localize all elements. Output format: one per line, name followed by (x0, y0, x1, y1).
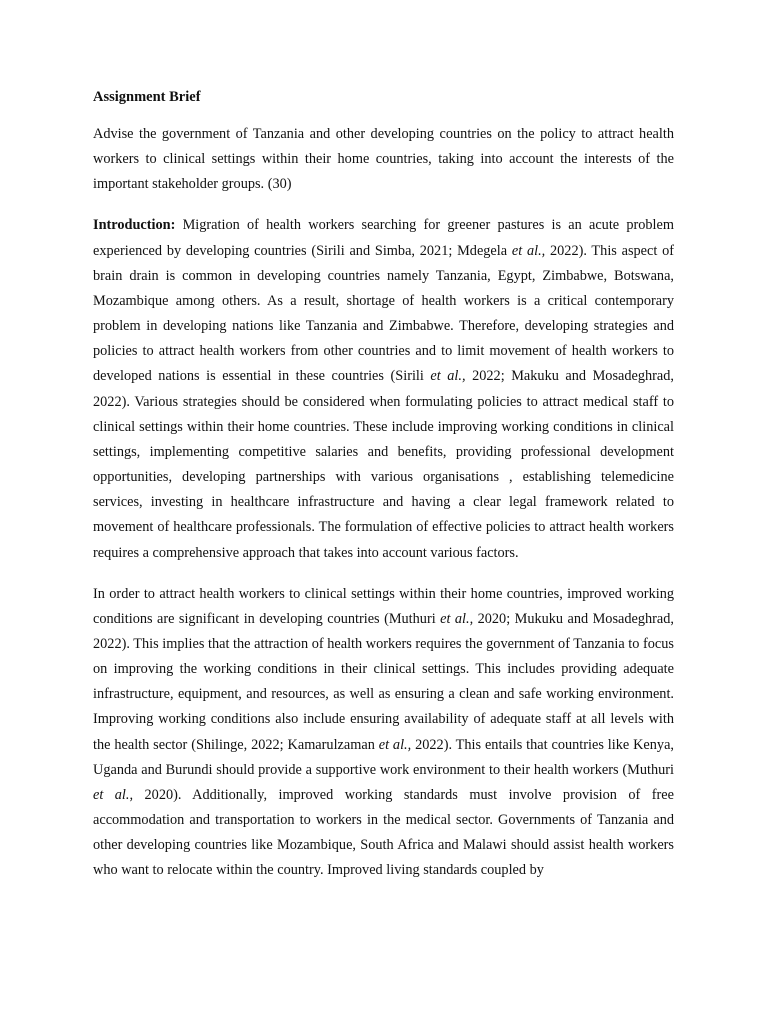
intro-text-3: 2022; Makuku and Mosadeghrad, 2022). Various strategies should be considered when formulating policies to attract medical staff to clinical settings within their home countries. These include improving working conditions in clinical settings, implementing competitive salaries and benefits, providing professional development opportunities, developing partnerships with various organisations , establishing telemedicine services, investing in healthcare infrastructure and having a clear legal framework related to movement of healthcare professionals. The formulation of effective policies to attract health workers requires a comprehensive approach that takes into account various factors. (93, 368, 674, 561)
intro-text-1: Migration of health workers searching for greener pastures is an acute problem experienced by developing countries (Sirili and Simba, 2021; Mdegela (93, 217, 674, 259)
intro-etal-1: et al., (511, 242, 546, 259)
para2-etal-3: et al., (93, 786, 134, 803)
assignment-brief-text: Advise the government of Tanzania and other developing countries on the policy to attract health workers to clinical settings within their home countries, taking into account the interests of the important stakeholder groups. (30) (93, 126, 674, 193)
introduction-paragraph (93, 213, 674, 565)
document-page (93, 86, 674, 900)
assignment-brief-heading: Assignment Brief (93, 89, 201, 105)
intro-etal-2: et al., (430, 368, 466, 385)
para2-text-1: In order to attract health workers to clinical settings within their home countries, improved working conditions are significant in developing countries (Muthuri (93, 585, 674, 627)
para2-etal-2: et al., (378, 736, 412, 753)
para2-text-3: 2022). This entails that countries like Kenya, Uganda and Burundi should provide a supportive work environment to their health workers (Muthuri (93, 736, 674, 778)
introduction-label: Introduction: (93, 217, 176, 234)
working-conditions-paragraph (93, 582, 674, 884)
para2-etal-1: et al., (440, 610, 474, 627)
para2-text-4: 2020). Additionally, improved working standards must involve provision of free accommodation and transportation to workers in the medical sector. Governments of Tanzania and other developing countries like Mozambique, South Africa and Malawi should assist health workers who want to relocate within the country. Improved living standards coupled by (93, 786, 674, 879)
intro-text-2: 2022). This aspect of brain drain is common in developing countries namely Tanzania, Egypt, Zimbabwe, Botswana, Mozambique among others. As a result, shortage of health workers is a critical contemporary problem in developing nations like Tanzania and Zimbabwe. Therefore, developing strategies and policies to attract health workers from other countries and to limit movement of health workers to developed nations is essential in these countries (Sirili (93, 242, 675, 385)
para2-text-2: 2020; Mukuku and Mosadeghrad, 2022). This implies that the attraction of health workers requires the government of Tanzania to focus on improving the working conditions in their clinical settings. This includes providing adequate infrastructure, equipment, and resources, as well as ensuring a clean and safe working environment. Improving working conditions also include ensuring availability of adequate staff at all levels with the health sector (Shilinge, 2022; Kamarulzaman (93, 610, 674, 753)
